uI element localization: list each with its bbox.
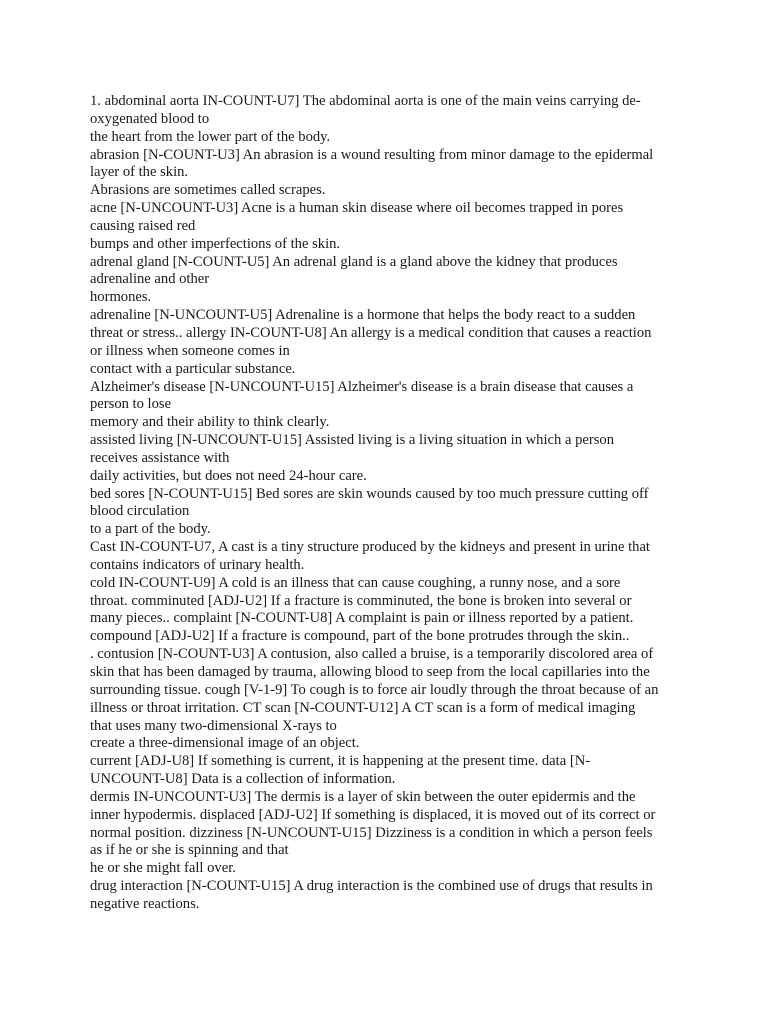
text-line: skin that has been damaged by trauma, allowing blood to seep from the local capillaries into the: [90, 664, 650, 680]
text-line: memory and their ability to think clearly.: [90, 414, 330, 431]
text-line: Alzheimer's disease [N-UNCOUNT-U15] Alzheimer's disease is a brain disease that causes a: [90, 378, 634, 395]
text-line: layer of the skin.: [90, 164, 189, 181]
text-line: compound [ADJ-U2] If a fracture is compound, part of the bone protrudes through the skin..: [90, 628, 630, 645]
text-line: adrenaline and other: [90, 271, 210, 288]
text-line: cold IN-COUNT-U9] A cold is an illness that can cause coughing, a runny nose, and a sore: [90, 574, 621, 591]
text-line: threat or stress.. allergy IN-COUNT-U8] An allergy is a medical condition that causes a reaction: [90, 324, 652, 341]
text-line: throat. comminuted [ADJ-U2] If a fracture is comminuted, the bone is broken into several or: [90, 592, 632, 609]
text-line: contact with a particular substance.: [90, 360, 296, 377]
text-line: adrenal gland [N-COUNT-U5] An adrenal gland is a gland above the kidney that produces: [90, 253, 618, 270]
text-line: many pieces.. complaint [N-COUNT-U8] A complaint is pain or illness reported by a patient.: [90, 610, 634, 627]
text-line: assisted living [N-UNCOUNT-U15] Assisted living is a living situation in which a person: [90, 432, 614, 449]
text-line: to a part of the body.: [90, 521, 211, 538]
text-line: drug interaction [N-COUNT-U15] A drug interaction is the combined use of drugs that results in: [90, 878, 653, 895]
text-line: Abrasions are sometimes called scrapes.: [90, 182, 326, 199]
text-line: as if he or she is spinning and that: [90, 842, 289, 859]
text-line: the heart from the lower part of the body.: [90, 128, 331, 145]
text-line: UNCOUNT-U8] Data is a collection of information.: [90, 771, 396, 788]
text-line: 1. abdominal aorta IN-COUNT-U7] The abdominal aorta is one of the main veins carrying de-: [90, 93, 641, 109]
text-line: illness or throat irritation. CT scan [N-COUNT-U12] A CT scan is a form of medical imaging: [90, 699, 636, 716]
text-line: dermis IN-UNCOUNT-U3] The dermis is a layer of skin between the outer epidermis and the: [90, 788, 636, 805]
text-line: person to lose: [90, 396, 172, 413]
text-line: or illness when someone comes in: [90, 342, 290, 359]
text-line: . contusion [N-COUNT-U3] A contusion, also called a bruise, is a temporarily discolored area of: [90, 646, 654, 663]
glossary-text: [90, 93, 682, 914]
text-line: daily activities, but does not need 24-hour care.: [90, 467, 367, 484]
text-line: blood circulation: [90, 503, 190, 520]
text-line: bed sores [N-COUNT-U15] Bed sores are skin wounds caused by too much pressure cutting off: [90, 485, 649, 502]
text-line: negative reactions.: [90, 895, 200, 912]
text-line: surrounding tissue. cough [V-1-9] To cough is to force air loudly through the throat because of an: [90, 681, 659, 698]
text-line: hormones.: [90, 289, 152, 306]
text-line: inner hypodermis. displaced [ADJ-U2] If something is displaced, it is moved out of its correct or: [90, 806, 656, 823]
text-line: abrasion [N-COUNT-U3] An abrasion is a wound resulting from minor damage to the epidermal: [90, 146, 654, 163]
text-line: he or she might fall over.: [90, 860, 236, 877]
text-line: contains indicators of urinary health.: [90, 556, 305, 573]
text-line: that uses many two-dimensional X-rays to: [90, 717, 337, 734]
text-line: normal position. dizziness [N-UNCOUNT-U15] Dizziness is a condition in which a person feels: [90, 824, 653, 841]
text-line: oxygenated blood to: [90, 110, 210, 127]
text-line: acne [N-UNCOUNT-U3] Acne is a human skin disease where oil becomes trapped in pores: [90, 200, 624, 217]
text-line: receives assistance with: [90, 449, 230, 466]
text-line: adrenaline [N-UNCOUNT-U5] Adrenaline is a hormone that helps the body react to a sudden: [90, 307, 636, 324]
text-line: bumps and other imperfections of the skin.: [90, 235, 341, 252]
text-line: Cast IN-COUNT-U7, A cast is a tiny structure produced by the kidneys and present in urine that: [90, 539, 650, 556]
text-line: current [ADJ-U8] If something is current, it is happening at the present time. data [N-: [90, 753, 591, 770]
text-line: causing raised red: [90, 217, 196, 234]
text-line: create a three-dimensional image of an object.: [90, 735, 360, 752]
